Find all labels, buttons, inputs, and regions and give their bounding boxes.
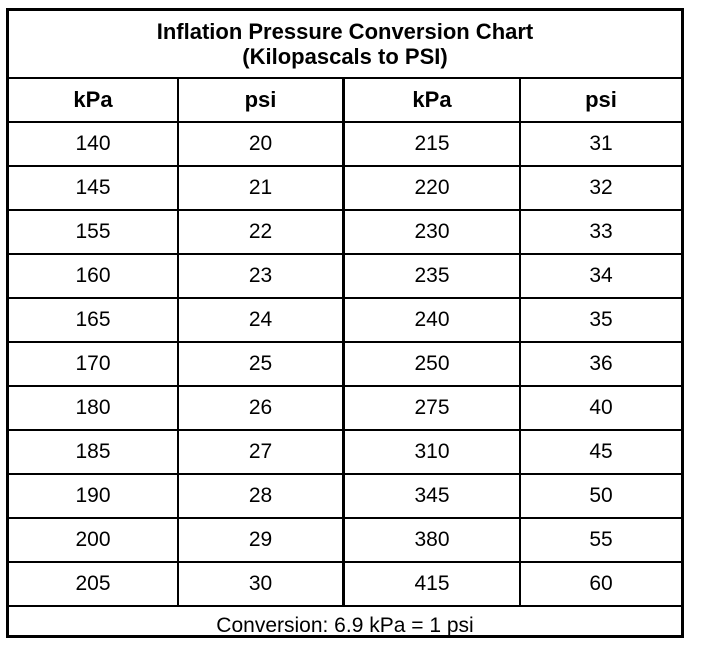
table-cell: 24 — [179, 299, 345, 343]
table-cell: 160 — [9, 255, 179, 299]
table-cell: 230 — [345, 211, 521, 255]
table-cell: 180 — [9, 387, 179, 431]
table-cell: 26 — [179, 387, 345, 431]
table-cell: 275 — [345, 387, 521, 431]
header-psi-left: psi — [179, 79, 345, 123]
table-cell: 310 — [345, 431, 521, 475]
table-cell: 165 — [9, 299, 179, 343]
table-cell: 220 — [345, 167, 521, 211]
table-cell: 170 — [9, 343, 179, 387]
table-cell: 235 — [345, 255, 521, 299]
table-cell: 35 — [521, 299, 681, 343]
table-cell: 140 — [9, 123, 179, 167]
table-cell: 45 — [521, 431, 681, 475]
conversion-footnote: Conversion: 6.9 kPa = 1 psi — [216, 614, 474, 637]
table-cell: 190 — [9, 475, 179, 519]
table-cell: 50 — [521, 475, 681, 519]
table-cell: 25 — [179, 343, 345, 387]
table-cell: 21 — [179, 167, 345, 211]
conversion-chart-table — [6, 8, 684, 638]
table-cell: 55 — [521, 519, 681, 563]
table-cell: 200 — [9, 519, 179, 563]
header-psi-right: psi — [521, 79, 681, 123]
table-cell: 28 — [179, 475, 345, 519]
chart-title-line2: (Kilopascals to PSI) — [242, 44, 448, 69]
table-cell: 34 — [521, 255, 681, 299]
table-cell: 30 — [179, 563, 345, 607]
table-cell: 205 — [9, 563, 179, 607]
table-cell: 22 — [179, 211, 345, 255]
table-cell: 240 — [345, 299, 521, 343]
table-cell: 36 — [521, 343, 681, 387]
table-cell: 60 — [521, 563, 681, 607]
table-cell: 31 — [521, 123, 681, 167]
table-cell: 29 — [179, 519, 345, 563]
table-cell: 185 — [9, 431, 179, 475]
table-cell: 415 — [345, 563, 521, 607]
chart-title-line1: Inflation Pressure Conversion Chart — [156, 19, 534, 44]
table-cell: 380 — [345, 519, 521, 563]
table-cell: 40 — [521, 387, 681, 431]
table-cell: 215 — [345, 123, 521, 167]
table-cell: 27 — [179, 431, 345, 475]
table-cell: 33 — [521, 211, 681, 255]
table-cell: 23 — [179, 255, 345, 299]
chart-title — [9, 11, 681, 79]
header-kpa-left: kPa — [9, 79, 179, 123]
table-cell: 250 — [345, 343, 521, 387]
table-cell: 155 — [9, 211, 179, 255]
table-cell: 32 — [521, 167, 681, 211]
header-kpa-right: kPa — [345, 79, 521, 123]
table-cell: 145 — [9, 167, 179, 211]
table-cell: 20 — [179, 123, 345, 167]
table-cell: 345 — [345, 475, 521, 519]
